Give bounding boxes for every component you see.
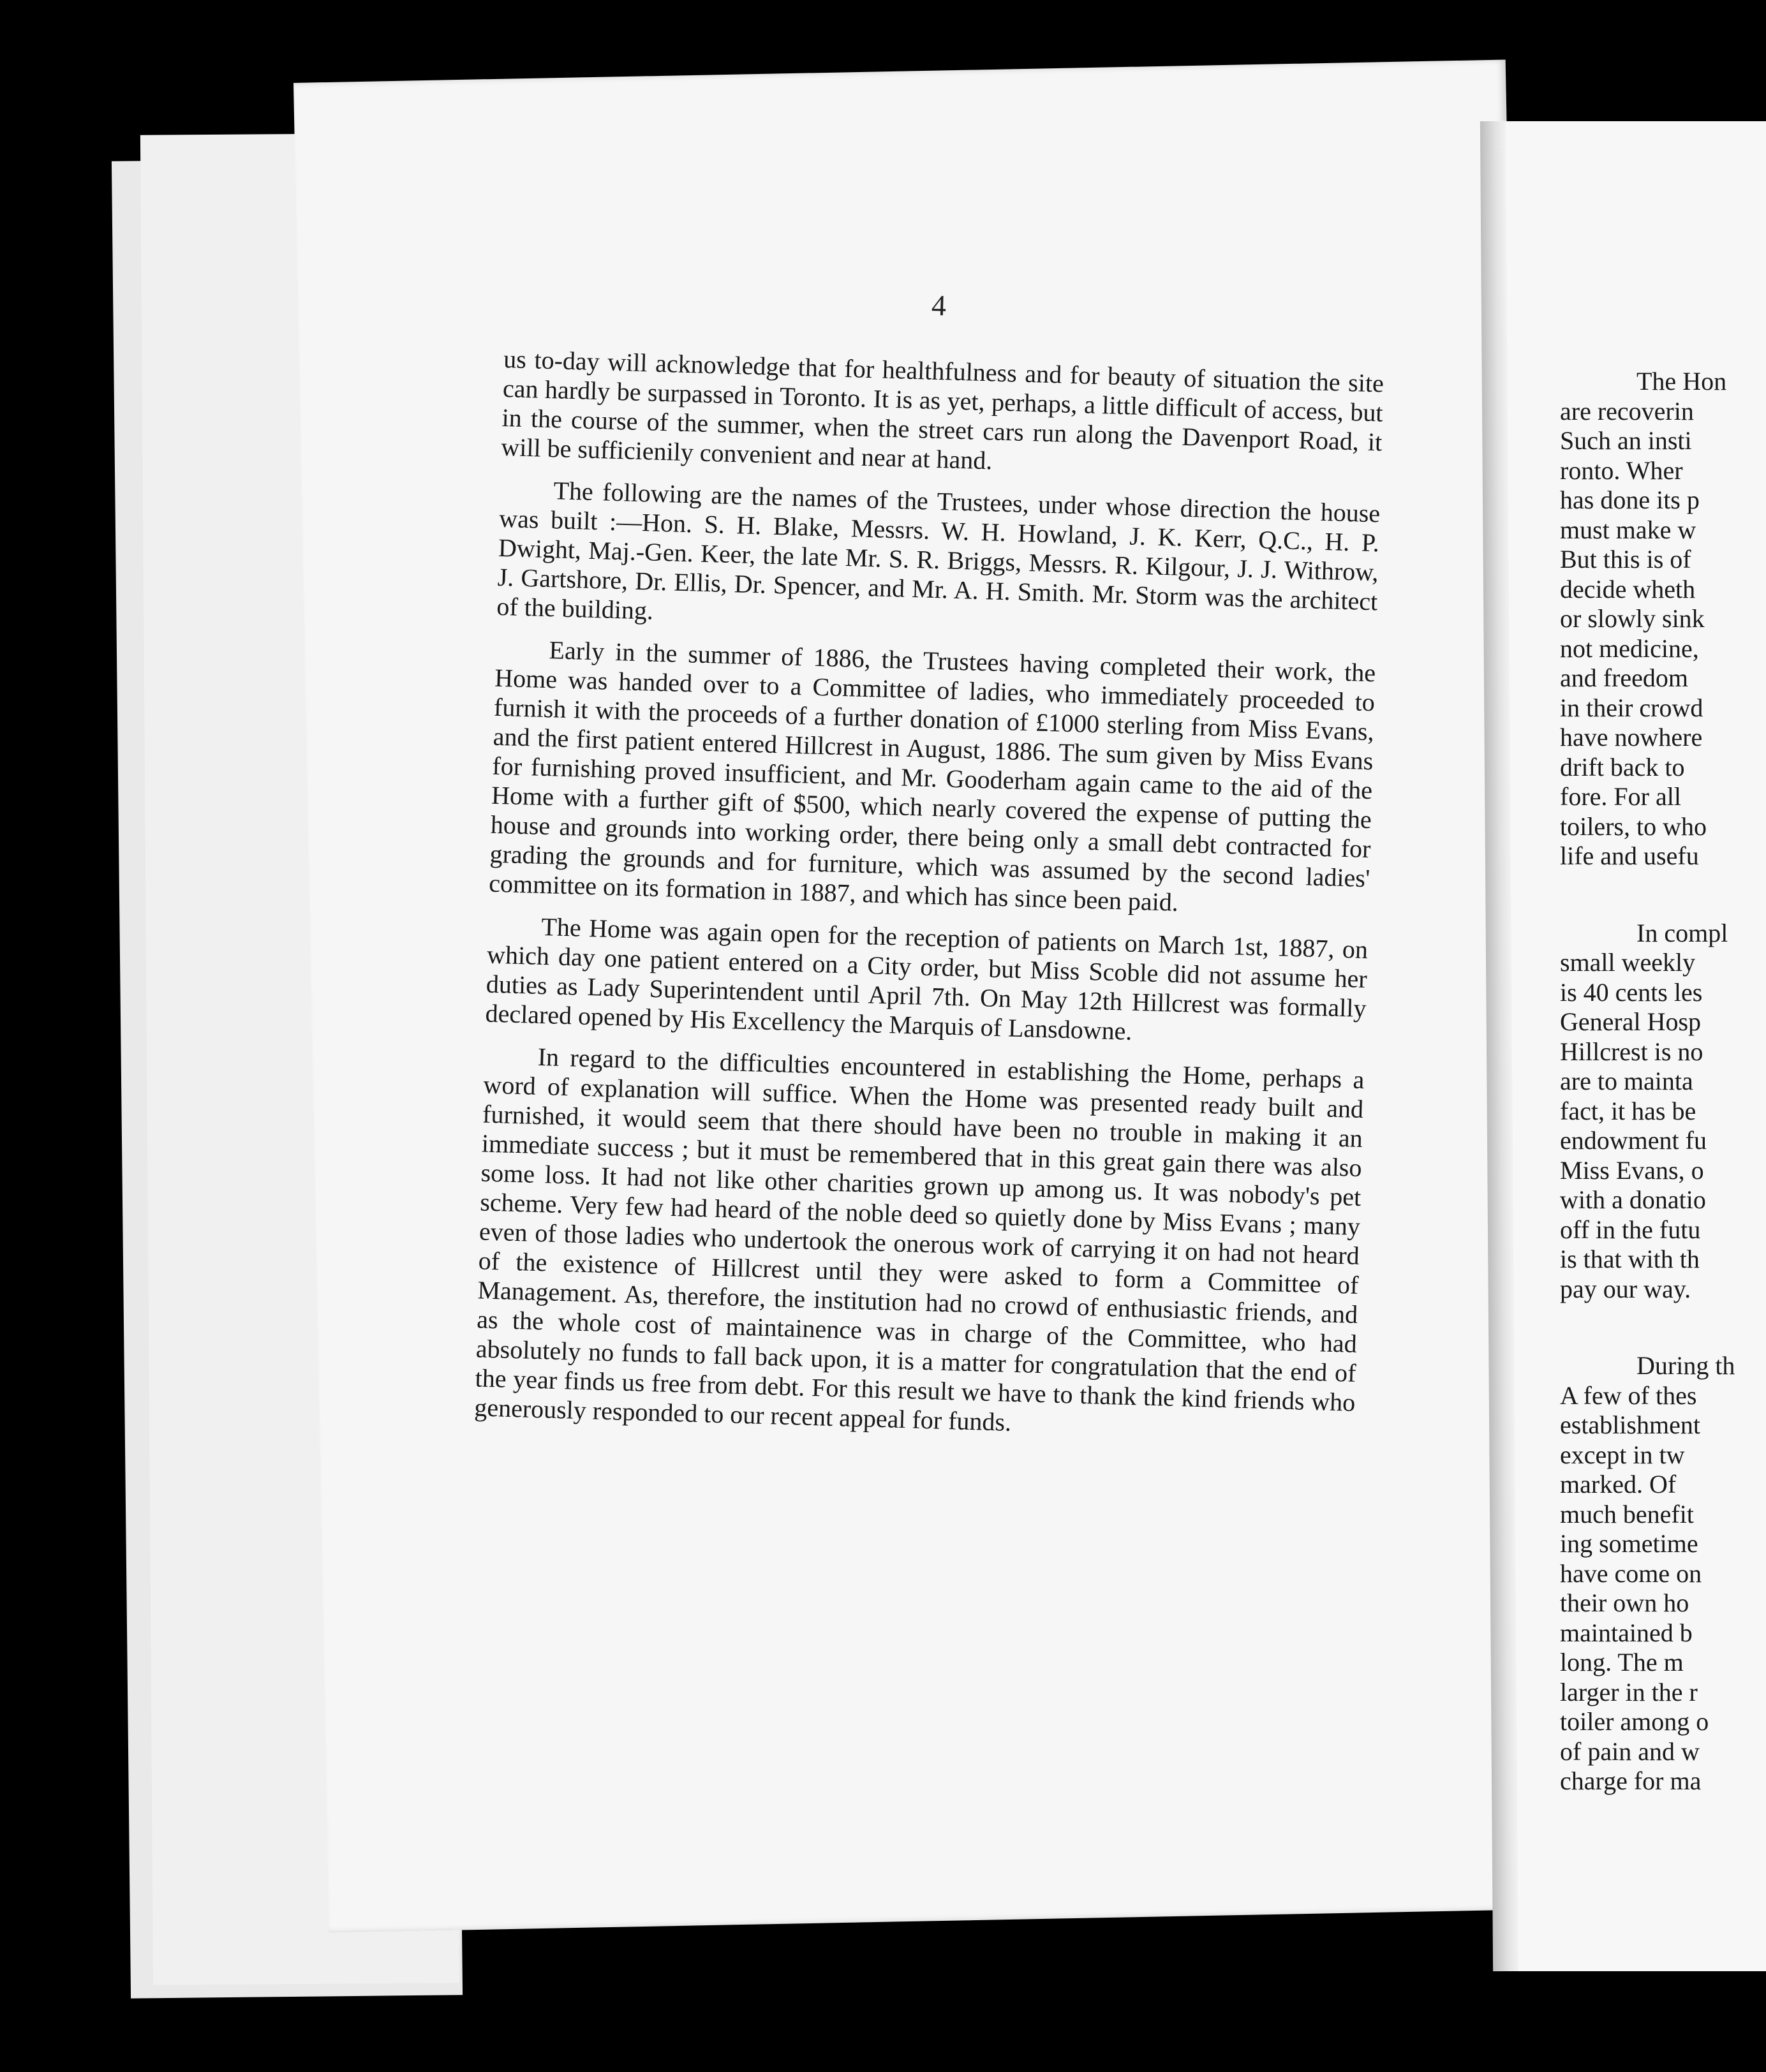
text-line: or slowly sink [1560,604,1705,633]
text-line: larger in the r [1560,1677,1698,1706]
text-line: ing sometime [1560,1529,1698,1558]
text-line: their own ho [1560,1588,1689,1617]
text-line: A few of thes [1560,1380,1697,1410]
text-line: pay our way. [1560,1274,1691,1303]
text-line: endowment fu [1560,1126,1707,1155]
text-line: Miss Evans, o [1560,1155,1704,1185]
text-line: and freedom [1560,663,1689,692]
right-page-body [1560,367,1766,1796]
paragraph: The following are the names of the Trustees, under whose direction the house was built :—Hon. S. H. Blake, Messrs. W. H. Howland, J. K. Kerr, Q.C., H. P. Dwight, Maj.-Gen. Keer, the late Mr. S. R. Briggs, Messrs. R. Kilgour, J. J. Withrow, J. Gartshore, Dr. Ellis, Dr. Spencer, and Mr. A. H. Smith. Mr. Storm was the architect of the building. [496,476,1381,625]
text-line: are recoverin [1560,396,1694,426]
text-line: fact, it has be [1560,1096,1696,1125]
text-line: has done its p [1560,485,1700,514]
text-line: life and usefu [1560,841,1699,870]
text-line: small weekly [1560,948,1696,977]
text-line: In compl [1636,918,1728,947]
text-line: is 40 cents les [1560,977,1703,1007]
text-line: decide wheth [1560,574,1696,603]
text-line: establishment [1560,1410,1700,1439]
text-line: must make w [1560,515,1696,544]
text-line: charge for ma [1560,1766,1702,1795]
text-line: with a donatio [1560,1185,1706,1214]
text-line: have come on [1560,1558,1702,1588]
text-line: fore. For all [1560,782,1681,811]
text-line: toilers, to who [1560,811,1707,841]
paragraph-gap [1560,1304,1766,1351]
text-line: General Hosp [1560,1007,1702,1036]
text-line: of pain and w [1560,1736,1700,1766]
text-line: in their crowd [1560,693,1703,722]
text-line: are to mainta [1560,1067,1693,1095]
text-line: ronto. Wher [1560,455,1683,485]
left-page-body [473,344,1384,1460]
text-line: But this is of [1560,545,1691,574]
text-line: off in the futu [1560,1215,1701,1244]
text-line: The Hon [1636,367,1727,396]
text-line: is that with th [1560,1245,1700,1273]
paragraph: The Home was again open for the reception of patients on March 1st, 1887, on which day one patient entered on a City order, but Miss Scoble did not assume her duties as Lady Superintendent until April 7th. On May 12th Hillcrest was formally declared opened by His Excellency the Marquis of Lansdowne. [485,912,1369,1046]
text-line: During th [1636,1351,1735,1380]
text-line: except in tw [1560,1440,1685,1469]
text-line: marked. Of [1560,1470,1677,1499]
paragraph-gap [1560,871,1766,919]
text-line: Hillcrest is no [1560,1037,1703,1066]
text-line: toiler among o [1560,1707,1709,1736]
paragraph: In regard to the difficulties encountered in establishing the Home, perhaps a word of explanation will suffice. When the Home was presented ready built and furnished, it would seem that there should have been no trouble in making it an immediate success ; but it must be remembered that in this great gain there was also some loss. It had not like other charities grown up among us. It was nobody's pet scheme. Very few had heard of the noble deed so quietly done by Miss Evans ; many even of those ladies who undertook the onerous work of carrying it on had not heard of the existence of Hillcrest until they were asked to form a Committee of Management. As, therefore, the institution had no crowd of enthusiastic friends, and as the whole cost of maintainence was in charge of the Committee, who had absolutely no funds to fall back upon, it is a matter for congratulation that the end of the year finds us free from debt. For this result we have to thank the kind friends who generously responded to our recent appeal for funds. [473,1042,1365,1437]
text-line: long. The m [1560,1648,1684,1676]
text-line: much benefit [1560,1499,1694,1528]
paragraph: Early in the summer of 1886, the Trustees having completed their work, the Home was handed over to a Committee of ladies, who immediately proceeded to furnish it with the proceeds of a further donation of £1000 sterling from Miss Evans, and the first patient entered Hillcrest in August, 1886. The sum given by Miss Evans for furnishing proved insufficient, and Mr. Gooderham again came to the aid of the Home with a further gift of $500, which nearly covered the expense of putting the house and grounds into working order, there being only a small debt contracted for grading the grounds and for furniture, which was assumed by the second ladies' committee on its formation in 1887, and which has since been paid. [488,635,1376,917]
text-line: have nowhere [1560,723,1703,751]
text-line: drift back to [1560,752,1685,781]
paragraph: us to-day will acknowledge that for healthfulness and for beauty of situation the site can hardly be surpassed in Toronto. It is as yet, perhaps, a little difficult of access, but in the course of the summer, when the street cars run along the Davenport Road, it will be sufficienily convenient and near at hand. [500,344,1384,475]
page-number: 4 [931,288,947,322]
text-line: maintained b [1560,1618,1693,1647]
text-line: Such an insti [1560,426,1692,455]
text-line: not medicine, [1560,633,1699,663]
